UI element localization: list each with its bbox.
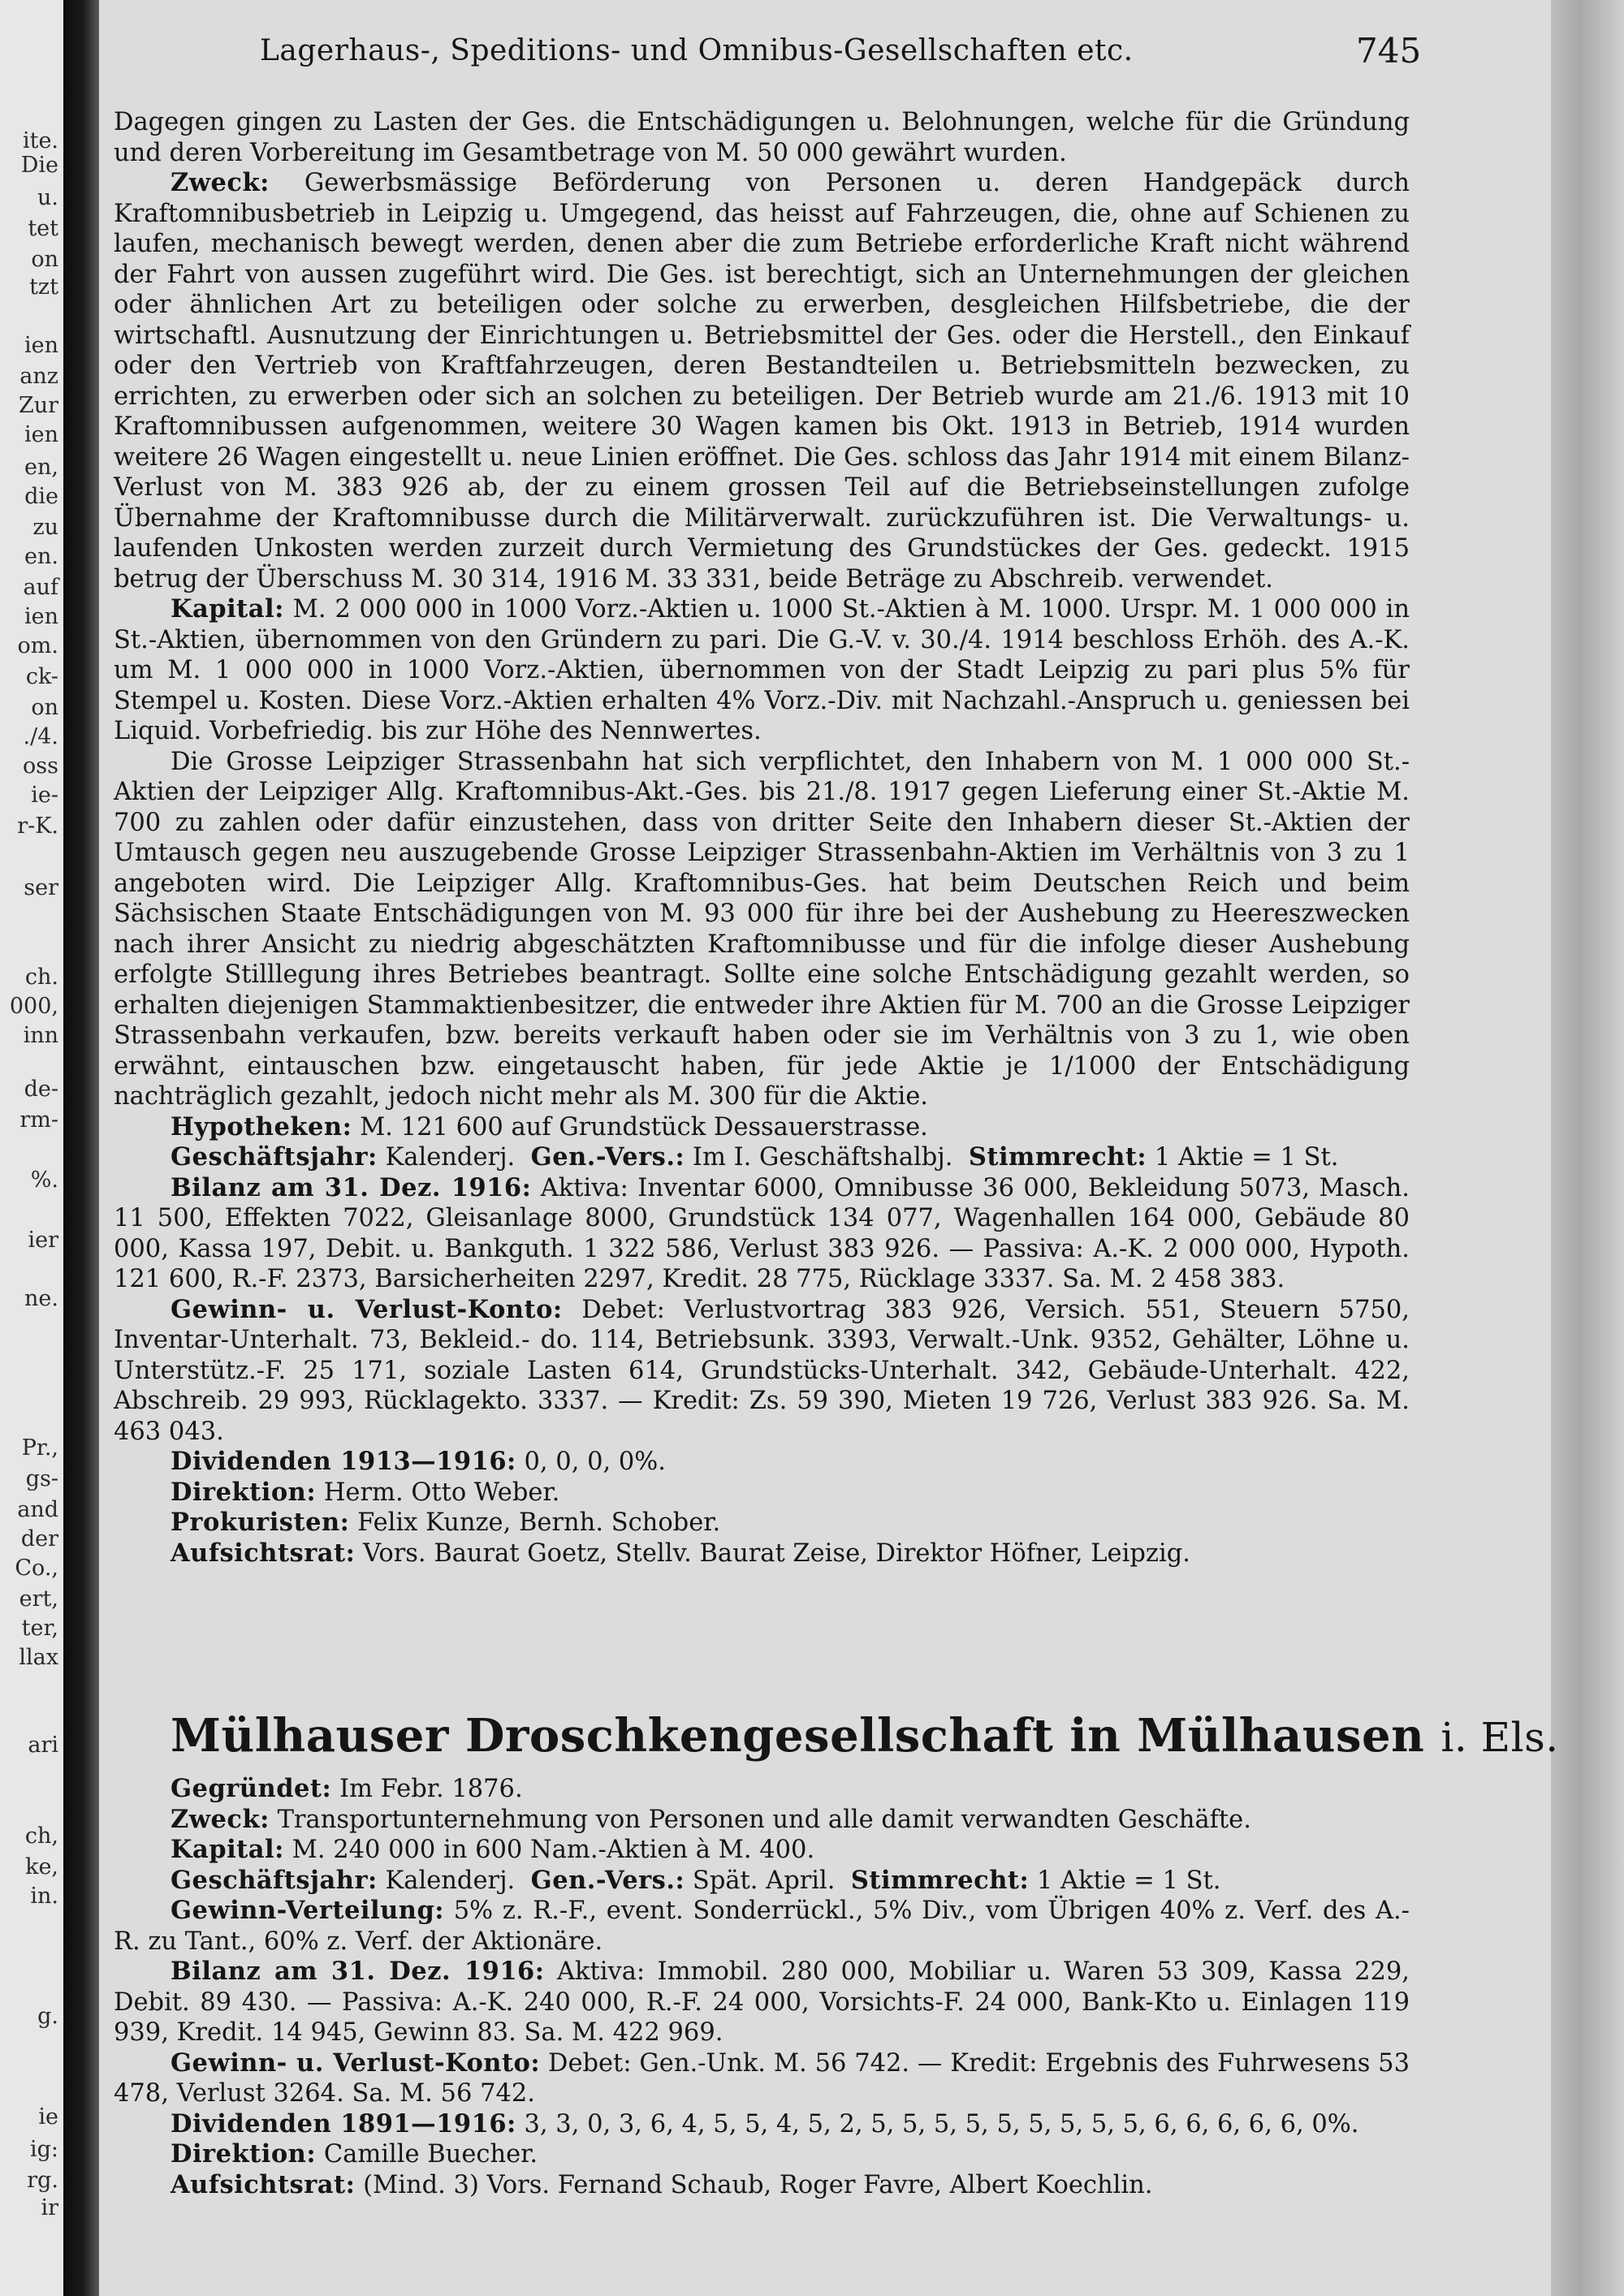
margin-fragment: tzt: [29, 274, 58, 300]
text-gegruendet: Im Febr. 1876.: [339, 1775, 523, 1803]
entry-direktion: [114, 1478, 1410, 1508]
entry-hypotheken: [114, 1112, 1410, 1143]
entry-zweck-2: [114, 1805, 1410, 1836]
margin-fragment: en,: [24, 455, 58, 480]
label-gen-vers: Gen.-Vers.:: [530, 1142, 685, 1172]
label-kapital: Kapital:: [171, 594, 284, 624]
text-direktion: Herm. Otto Weber.: [323, 1478, 560, 1507]
margin-fragment: Zur: [18, 393, 58, 418]
label-dividenden-2: Dividenden 1891—1916:: [171, 2108, 516, 2138]
margin-fragment: ie: [38, 2104, 58, 2130]
entry-bilanz-2: [114, 1957, 1410, 2048]
margin-fragment: and: [17, 1497, 58, 1522]
margin-fragment: zu: [32, 515, 58, 540]
margin-fragment: llax: [19, 1645, 58, 1670]
label-stimmrecht-2: Stimmrecht:: [850, 1865, 1030, 1895]
label-bilanz-2: Bilanz am 31. Dez. 1916:: [171, 1957, 545, 1986]
margin-fragment: rm-: [19, 1107, 58, 1133]
text-geschaeftsjahr: Kalenderj.: [385, 1143, 516, 1172]
paragraph-dagegen: Dagegen gingen zu Lasten der Ges. die Entschädigungen u. Belohnungen, welche für die Gründung und deren Vorbereitung im Gesamtbetrage von M. 50 000 gewährt wurden.: [114, 108, 1410, 167]
margin-fragment: auf: [23, 575, 58, 600]
section-leipziger-kraftomnibus: [114, 107, 1410, 1569]
text-gewinn-verlust-2: Debet: Gen.-Unk. M. 56 742. — Kredit: Ergebnis des Fuhrwesens 53 478, Verlust 3264. Sa. M. 56 742.: [114, 2048, 1410, 2108]
margin-fragment: ch,: [24, 1823, 58, 1849]
text-gewinn-verteilung: 5% z. R.-F., event. Sonderrückl., 5% Div., vom Übrigen 40% z. Verf. des A.-R. zu Tant., 60% z. Verf. der Aktionäre.: [114, 1897, 1410, 1956]
entry-prokuristen: [114, 1508, 1410, 1539]
right-page-edge: [1551, 0, 1624, 2296]
margin-fragment: ir: [41, 2195, 58, 2220]
label-hypotheken: Hypotheken:: [171, 1111, 352, 1142]
margin-fragment: u.: [37, 185, 58, 210]
page-number: 745: [1356, 31, 1422, 71]
label-aufsichtsrat: Aufsichtsrat:: [171, 1538, 356, 1568]
running-header: Lagerhaus-, Speditions- und Omnibus-Gesellschaften etc.: [260, 34, 1134, 67]
text-aufsichtsrat-2: (Mind. 3) Vors. Fernand Schaub, Roger Favre, Albert Koechlin.: [363, 2170, 1153, 2199]
margin-fragment: ie-: [31, 783, 58, 808]
text-zweck: Gewerbsmässige Beförderung von Personen u. deren Handgepäck durch Kraftomnibusbetrieb in Leipzig u. Umgegend, das heisst auf Fahrzeugen, die, ohne auf Schienen zu laufen, mechanisch bewegt werden, denen aber die zum Betriebe erforderliche Kraft nicht während der Fahrt von aussen zugeführt wird. Die Ges. ist berechtigt, sich an Unternehmungen der gleichen oder ähnlichen Art zu beteiligen oder solche zu erwerben, desgleichen Hilfsbetriebe, die der wirtschaftl. Ausnutzung der Einrichtungen u. Betriebsmittel der Ges. oder die Herstell., den Einkauf oder den Vertrieb von Kraftfahrzeugen, deren Bestandteilen u. Betriebsmitteln bezwecken, zu errichten, zu erwerben oder sich an solchen zu beteiligen. Der Betrieb wurde am 21./6. 1913 mit 10 Kraftomnibussen aufgenommen, weitere 30 Wagen kamen bis Okt. 1913 in Betrieb, 1914 wurden weitere 26 Wagen eingestellt u. neue Linien eröffnet. Die Ges. schloss das Jahr 1914 mit einem Bilanz-Verlust von M. 383 926 ab, der zu einem grossen Teil auf die Betriebseinstellungen zufolge Übernahme der Kraftomnibusse durch die Militärverwalt. zurückzuführen ist. Die Verwaltungs- u. laufenden Unkosten werden zurzeit durch Vermietung des Grundstückes der Ges. gedeckt. 1915 betrug der Überschuss M. 30 314, 1916 M. 33 331, beide Beträge zu Abschreib. verwendet.: [114, 169, 1410, 593]
text-gen-vers: Im I. Geschäftshalbj.: [692, 1143, 953, 1172]
text-stimmrecht: 1 Aktie = 1 St.: [1154, 1143, 1339, 1172]
margin-fragment: on: [31, 695, 58, 720]
text-stimmrecht-2: 1 Aktie = 1 St.: [1036, 1866, 1221, 1895]
margin-fragment: ier: [28, 1228, 58, 1253]
margin-fragment: ck-: [25, 664, 58, 689]
entry-gewinn-verlust-2: [114, 2048, 1410, 2109]
label-aufsichtsrat-2: Aufsichtsrat:: [171, 2169, 356, 2199]
label-gewinn-verlust: Gewinn- u. Verlust-Konto:: [171, 1294, 563, 1324]
company-heading-main: Mülhauser Droschkengesellschaft in Mülhausen: [171, 1709, 1425, 1763]
margin-fragment: ien: [24, 604, 58, 629]
company-heading: [171, 1709, 1559, 1763]
margin-fragment: %.: [30, 1167, 58, 1193]
page-gutter: [63, 0, 99, 2296]
label-gewinn-verlust-2: Gewinn- u. Verlust-Konto:: [171, 2048, 541, 2078]
label-geschaeftsjahr: Geschäftsjahr:: [171, 1142, 378, 1172]
margin-fragment: ch.: [24, 965, 58, 990]
entry-aufsichtsrat-2: [114, 2170, 1410, 2201]
label-stimmrecht: Stimmrecht:: [968, 1142, 1147, 1172]
margin-fragment: 000,: [9, 994, 58, 1019]
text-gewinn-verlust: Debet: Verlustvortrag 383 926, Versich. 551, Steuern 5750, Inventar-Unterhalt. 73, Bekleid.- do. 114, Betriebsunk. 3393, Verwalt.-Unk. 9352, Gehälter, Löhne u. Unterstütz.-F. 25 171, soziale Lasten 614, Grundstücks-Unterhalt. 342, Gebäude-Unterhalt. 422, Abschreib. 29 993, Rücklagekto. 3337. — Kredit: Zs. 59 390, Mieten 19 726, Verlust 383 926. Sa. M. 463 043.: [114, 1295, 1410, 1446]
text-geschaeftsjahr-2: Kalenderj.: [385, 1866, 516, 1895]
label-gewinn-verteilung: Gewinn-Verteilung:: [171, 1896, 445, 1925]
label-gen-vers-2: Gen.-Vers.:: [530, 1865, 685, 1895]
label-bilanz: Bilanz am 31. Dez. 1916:: [171, 1172, 532, 1202]
label-direktion-2: Direktion:: [171, 2139, 317, 2169]
label-kapital-2: Kapital:: [171, 1835, 284, 1864]
text-hypotheken: M. 121 600 auf Grundstück Dessauerstrasse.: [360, 1112, 928, 1142]
section-muelhauser-droschken: [114, 1774, 1410, 2200]
margin-fragment: ert,: [19, 1586, 58, 1612]
paragraph-strassenbahn: Die Grosse Leipziger Strassenbahn hat sich verpflichtet, den Inhabern von M. 1 000 000 St.-Aktien der Leipziger Allg. Kraftomnibus-Akt.-Ges. bis 21./8. 1917 gegen Lieferung einer St.-Aktie M. 700 zu zahlen oder dafür einzustehen, dass von dritter Seite den Inhabern dieser St.-Aktien der Umtausch gegen neu auszugebende Grosse Leipziger Strassenbahn-Aktien im Verhältnis von 3 zu 1 angeboten wird. Die Leipziger Allg. Kraftomnibus-Ges. hat beim Deutschen Reich und beim Sächsischen Staate Entschädigungen von M. 93 000 für ihre bei der Aushebung zu Heereszwecken nach ihrer Ansicht zu niedrig abgeschätzten Kraftomnibusse und für die infolge dieser Aushebung erfolgte Stilllegung ihres Betriebes beantragt. Sollte eine solche Entschädigung gezahlt werden, so erhalten diejenigen Stammaktienbesitzer, die entweder ihre Aktien für M. 700 an die Grosse Leipziger Strassenbahn verkaufen, bzw. bereits verkauft haben oder sie im Verhältnis von 3 zu 1, wie oben erwähnt, eintauschen bzw. eingetauscht haben, für jede Aktie je 1/1000 der Entschädigung nachträglich gezahlt, jedoch nicht mehr als M. 300 für die Aktie.: [114, 747, 1410, 1111]
margin-fragment: ser: [24, 875, 58, 900]
margin-fragment: ne.: [24, 1286, 58, 1311]
label-zweck: Zweck:: [171, 168, 270, 197]
label-direktion: Direktion:: [171, 1477, 317, 1507]
margin-fragment: ter,: [21, 1616, 58, 1641]
margin-fragment: anz: [19, 364, 58, 389]
margin-fragment: ke,: [25, 1854, 58, 1880]
entry-gegruendet: [114, 1774, 1410, 1805]
left-margin-adjacent-page: [0, 0, 63, 2296]
margin-fragment: Die: [20, 153, 58, 178]
text-zweck-2: Transportunternehmung von Personen und alle damit verwandten Geschäfte.: [277, 1805, 1251, 1834]
entry-geschaeftsjahr: [114, 1142, 1410, 1173]
entry-dividenden-2: [114, 2109, 1410, 2140]
label-dividenden: Dividenden 1913—1916:: [171, 1447, 516, 1476]
entry-geschaeftsjahr-2: [114, 1866, 1410, 1897]
margin-fragment: on: [31, 247, 58, 272]
text-gen-vers-2: Spät. April.: [692, 1866, 836, 1895]
margin-fragment: der: [20, 1526, 58, 1552]
text-prokuristen: Felix Kunze, Bernh. Schober.: [357, 1508, 721, 1537]
entry-bilanz: [114, 1173, 1410, 1295]
company-heading-suffix: i. Els.: [1440, 1714, 1559, 1761]
text-dividenden-2: 3, 3, 0, 3, 6, 4, 5, 5, 4, 5, 2, 5, 5, 5, 5, 5, 5, 5, 5, 5, 6, 6, 6, 6, 6, 0%.: [524, 2109, 1359, 2138]
margin-fragment: gs-: [25, 1466, 58, 1491]
entry-aufsichtsrat: [114, 1539, 1410, 1569]
label-gegruendet: Gegründet:: [171, 1774, 332, 1803]
entry-zweck: [114, 168, 1410, 594]
margin-fragment: tet: [28, 216, 58, 241]
margin-fragment: oss: [23, 753, 58, 779]
entry-kapital-2: [114, 1835, 1410, 1866]
text-kapital-2: M. 240 000 in 600 Nam.-Aktien à M. 400.: [292, 1836, 815, 1864]
margin-fragment: inn: [23, 1023, 58, 1048]
margin-fragment: en.: [24, 544, 58, 569]
margin-fragment: ./4.: [23, 724, 58, 749]
text-direktion-2: Camille Buecher.: [323, 2140, 538, 2169]
margin-fragment: Pr.,: [21, 1435, 58, 1461]
margin-fragment: rg.: [27, 2168, 58, 2193]
entry-gewinn-verteilung: [114, 1896, 1410, 1957]
margin-fragment: g.: [37, 2004, 58, 2029]
margin-fragment: die: [24, 484, 58, 509]
entry-gewinn-verlust: [114, 1295, 1410, 1448]
margin-fragment: ari: [28, 1733, 58, 1758]
text-kapital: M. 2 000 000 in 1000 Vorz.-Aktien u. 1000 St.-Aktien à M. 1000. Urspr. M. 1 000 000 in St.-Aktien, übernommen von den Gründern zu pari. Die G.-V. v. 30./4. 1914 beschloss Erhöh. des A.-K. um M. 1 000 000 in 1000 Vorz.-Aktien, übernommen von der Stadt Leipzig zu pari plus 5% für Stempel u. Kosten. Diese Vorz.-Aktien erhalten 4% Vorz.-Div. mit Nachzahl.-Anspruch u. geniessen bei Liquid. Vorbefriedig. bis zur Höhe des Nennwertes.: [114, 595, 1410, 745]
text-bilanz-2: Aktiva: Immobil. 280 000, Mobiliar u. Waren 53 309, Kassa 229, Debit. 89 430. — Passiva: A.-K. 240 000, R.-F. 24 000, Vorsichts-F. 24 000, Bank-Kto u. Einlagen 119 939, Kredit. 14 945, Gewinn 83. Sa. M. 422 969.: [114, 1957, 1410, 2047]
label-prokuristen: Prokuristen:: [171, 1508, 350, 1537]
margin-fragment: ien: [24, 422, 58, 447]
label-geschaeftsjahr-2: Geschäftsjahr:: [171, 1865, 378, 1895]
entry-direktion-2: [114, 2139, 1410, 2170]
margin-fragment: de-: [24, 1077, 58, 1102]
text-aufsichtsrat: Vors. Baurat Goetz, Stellv. Baurat Zeise, Direktor Höfner, Leipzig.: [363, 1539, 1190, 1568]
margin-fragment: ite.: [22, 128, 58, 153]
margin-fragment: Co.,: [15, 1556, 58, 1581]
label-zweck-2: Zweck:: [171, 1804, 270, 1834]
text-bilanz: Aktiva: Inventar 6000, Omnibusse 36 000, Bekleidung 5073, Masch. 11 500, Effekten 7022, Gleisanlage 8000, Grundstück 134 077, Wagenhallen 164 000, Gebäude 80 000, Kassa 197, Debit. u. Bankguth. 1 322 586, Verlust 383 926. — Passiva: A.-K. 2 000 000, Hypoth. 121 600, R.-F. 2373, Barsicherheiten 2297, Kredit. 28 775, Rücklage 3337. Sa. M. 2 458 383.: [114, 1173, 1410, 1293]
entry-dividenden: [114, 1447, 1410, 1478]
entry-kapital: [114, 594, 1410, 747]
text-dividenden: 0, 0, 0, 0%.: [524, 1448, 666, 1476]
margin-fragment: r-K.: [17, 814, 58, 839]
margin-fragment: ien: [24, 333, 58, 358]
margin-fragment: in.: [30, 1884, 58, 1909]
margin-fragment: ig:: [29, 2137, 58, 2162]
margin-fragment: om.: [17, 633, 58, 658]
